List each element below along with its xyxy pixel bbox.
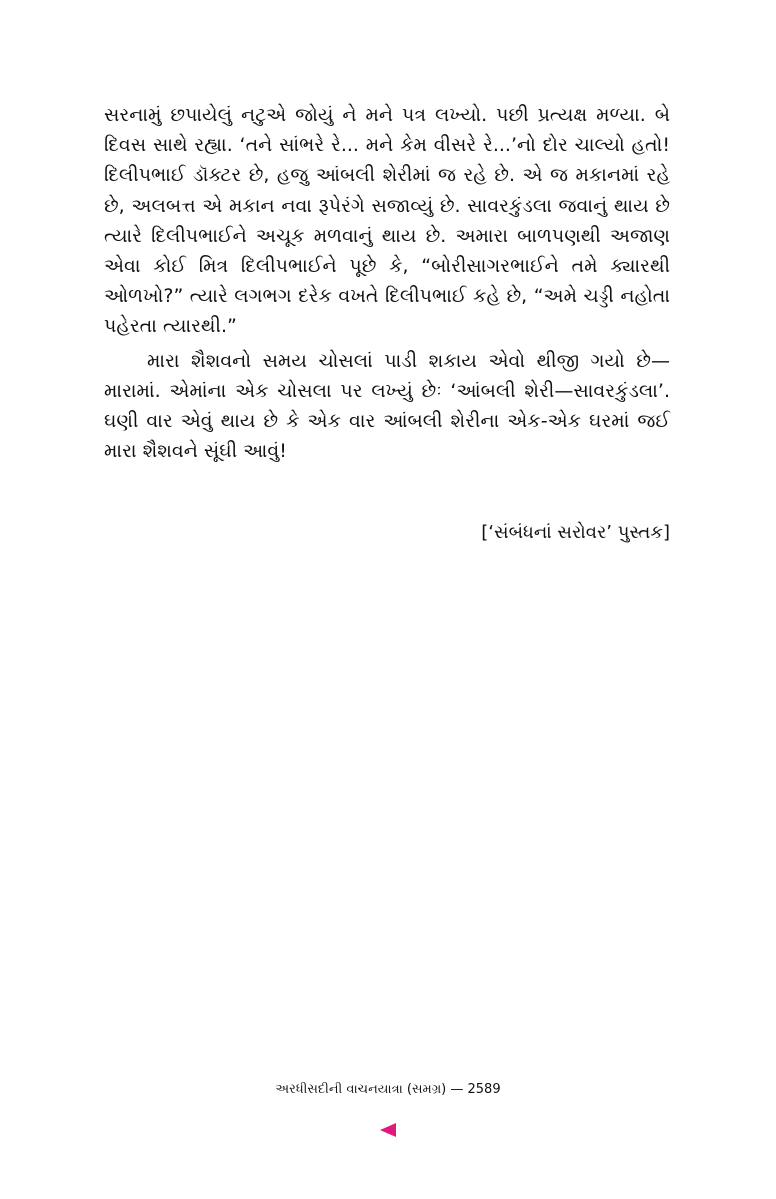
page-footer: અરધીસદીની વાચનયાત્રા (સમગ્ર) — 2589 (275, 1082, 501, 1097)
document-body (104, 100, 670, 466)
previous-page-button[interactable] (379, 1122, 397, 1138)
triangle-left-icon (379, 1122, 397, 1138)
paragraph-1: સરનામું છપાયેલું નટુએ જોયું ને મને પત્ર લખ્યો. પછી પ્રત્યક્ષ મળ્યા. બે દિવસ સાથે રહ્યા. ‘તને સાંભરે રે... મને કેમ વીસરે રે...’નો દોર ચાલ્યો હતો! દિલીપભાઈ ડૉક્ટર છે, હજુ આંબલી શેરીમાં જ રહે છે. એ જ મકાનમાં રહે છે, અલબત્ત એ મકાન નવા રૂપેરંગે સજાવ્યું છે. સાવરકુંડલા જવાનું થાય છે ત્યારે દિલીપભાઈને અચૂક મળવાનું થાય છે. અમારા બાળપણથી અજાણ એવા કોઈ મિત્ર દિલીપભાઈને પૂછે કે, “બોરીસાગરભાઈને તમે ક્યારથી ઓળખો?” ત્યારે લગભગ દરેક વખતે દિલીપભાઈ કહે છે, “અમે ચડ્ડી નહોતા પહેરતા ત્યારથી.” (104, 104, 670, 338)
paragraph-2: મારા શૈશવનો સમય ચોસલાં પાડી શકાય એવો થીજી ગયો છે—મારામાં. એમાંના એક ચોસલા પર લખ્યું છેઃ ‘આંબલી શેરી—સાવરકુંડલા’. ઘણી વાર એવું થાય છે કે એક વાર આંબલી શેરીના એક-એક ઘરમાં જઈ મારા શૈશવને સૂંઘી આવું! (104, 349, 670, 463)
source-citation: [‘સંબંધનાં સરોવર’ પુસ્તક] (481, 522, 670, 543)
